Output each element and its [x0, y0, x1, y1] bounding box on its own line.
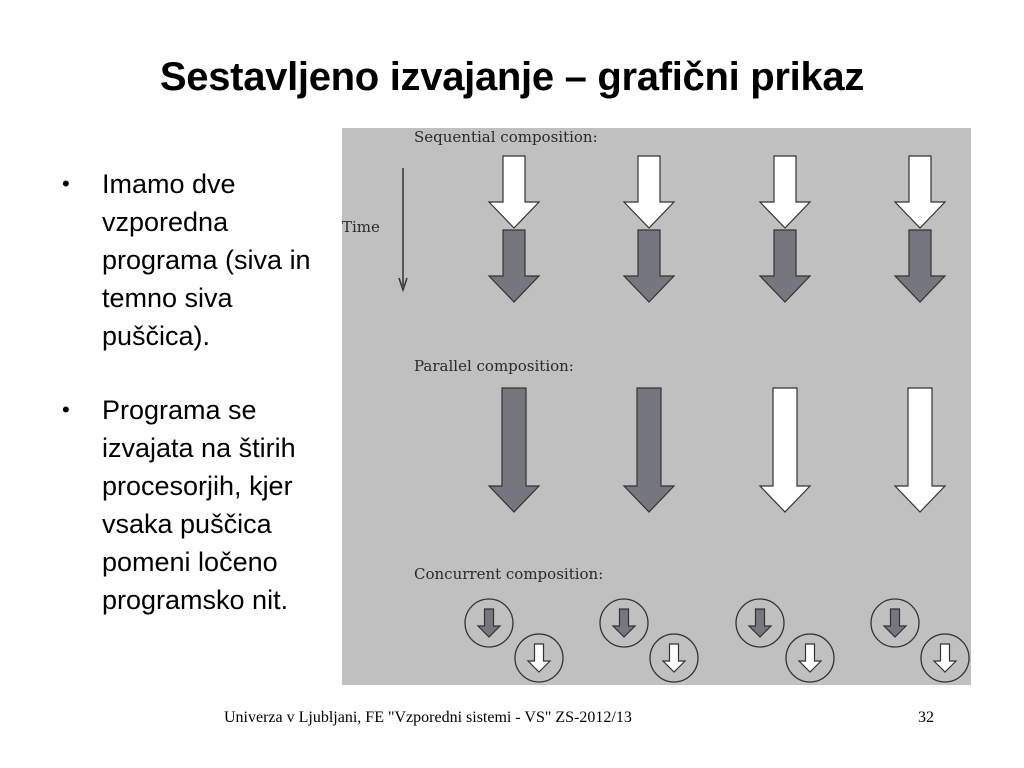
light-arrow [489, 156, 539, 228]
bullet-text: Programa se izvajata na štirih procesorjih, kjer vsaka puščica pomeni ločeno programsko nit. [102, 395, 296, 615]
time-label: Time [342, 218, 380, 236]
dark-arrow [489, 230, 539, 302]
sequential-arrows [489, 156, 945, 302]
dark-arrow [489, 388, 539, 512]
light-arrow [895, 388, 945, 512]
light-circled-arrow [515, 634, 563, 682]
sequential-label: Sequential composition: [414, 128, 598, 146]
dark-circled-arrow [600, 599, 648, 647]
bullet-list [58, 165, 348, 655]
composition-diagram [342, 128, 971, 685]
light-circled-arrow [786, 634, 834, 682]
time-axis [399, 168, 407, 290]
light-circled-arrow [650, 634, 698, 682]
concurrent-arrows [465, 599, 969, 682]
slide-title: Sestavljeno izvajanje – grafični prikaz [159, 55, 865, 99]
composition-figure [342, 128, 971, 685]
light-arrow [624, 156, 674, 228]
bullet-item [58, 391, 348, 619]
light-arrow [760, 156, 810, 228]
page-number: 32 [918, 709, 934, 726]
bullet-icon: • [62, 171, 70, 196]
dark-arrow [624, 230, 674, 302]
light-circled-arrow [921, 634, 969, 682]
footer-text: Univerza v Ljubljani, FE "Vzporedni sistemi - VS" ZS-2012/13 [224, 709, 632, 726]
dark-circled-arrow [736, 599, 784, 647]
light-arrow [895, 156, 945, 228]
concurrent-label: Concurrent composition: [414, 565, 604, 583]
dark-circled-arrow [465, 599, 513, 647]
dark-arrow [760, 230, 810, 302]
dark-arrow [895, 230, 945, 302]
bullet-item [58, 165, 348, 355]
parallel-arrows [489, 388, 945, 512]
dark-arrow [624, 388, 674, 512]
dark-circled-arrow [871, 599, 919, 647]
parallel-label: Parallel composition: [414, 357, 574, 375]
bullet-icon: • [62, 397, 70, 422]
light-arrow [760, 388, 810, 512]
bullet-text: Imamo dve vzporedna programa (siva in temno siva puščica). [102, 169, 311, 351]
